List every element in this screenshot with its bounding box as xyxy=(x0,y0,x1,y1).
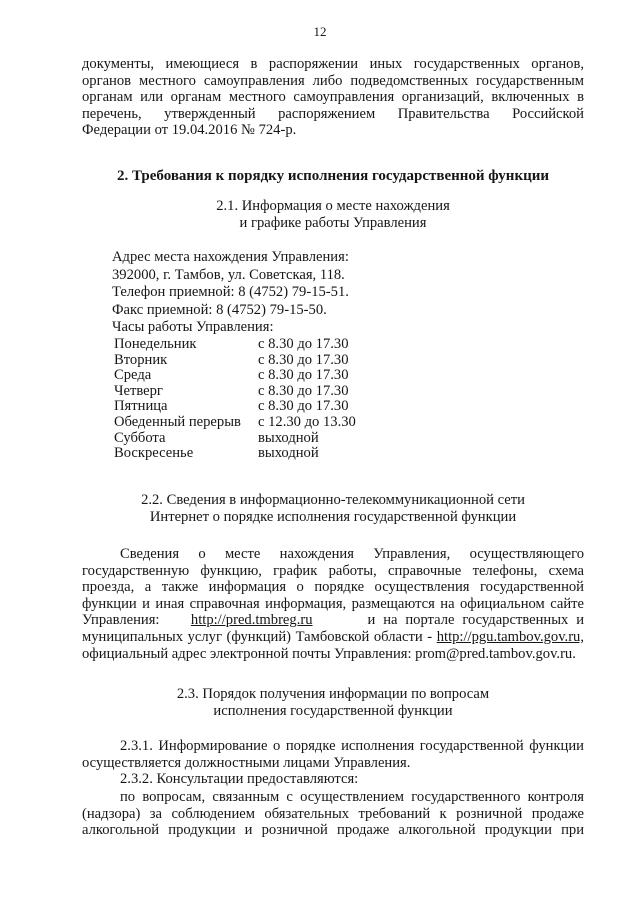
section-2-2-paragraph xyxy=(82,546,584,662)
heading-line: и графике работы Управления xyxy=(239,215,427,231)
text-line: документы, имеющиеся в распоряжении иных государственных органов, xyxy=(82,56,584,72)
schedule-row xyxy=(114,384,356,400)
page-number: 12 xyxy=(313,24,327,39)
fax-line: Факс приемной: 8 (4752) 79-15-50. xyxy=(112,301,327,318)
schedule-hours: с 12.30 до 13.30 xyxy=(258,413,356,430)
email-line: официальный адрес электронной почты Управления: prom@pred.tambov.gov.ru. xyxy=(82,645,576,662)
text-line: Сведения о месте нахождения Управления, осуществляющего xyxy=(120,546,584,562)
schedule-day: Обеденный перерыв xyxy=(114,413,241,430)
phone-line: Телефон приемной: 8 (4752) 79-15-51. xyxy=(112,284,349,301)
heading-line: 2.2. Сведения в информационно-телекоммуникационной сети xyxy=(141,492,525,508)
schedule-row xyxy=(114,337,356,353)
work-schedule xyxy=(114,337,356,462)
text-line: органам или органам местного самоуправления организаций, включенных в xyxy=(82,89,584,106)
schedule-day: Понедельник xyxy=(114,336,197,352)
schedule-row xyxy=(114,353,356,369)
schedule-row xyxy=(114,431,356,447)
schedule-hours: с 8.30 до 17.30 xyxy=(258,367,349,384)
text-line: государственную функцию, график работы, справочные телефоны, схема xyxy=(82,562,584,579)
text-line: органов местного самоуправления либо подведомственных государственным xyxy=(82,72,584,89)
schedule-day: Пятница xyxy=(114,398,168,415)
text-line xyxy=(82,612,584,629)
schedule-day: Вторник xyxy=(114,351,168,368)
text-line: по вопросам, связанным с осуществлением государственного контроля xyxy=(120,789,584,805)
text-fragment: и на портале государственных и xyxy=(367,612,585,629)
address-line: 392000, г. Тамбов, ул. Советская, 118. xyxy=(112,266,345,283)
schedule-row xyxy=(114,368,356,384)
text-line: проезда, а также информация о порядке осуществления государственной xyxy=(82,579,584,596)
schedule-day: Среда xyxy=(114,367,152,384)
schedule-day: Воскресенье xyxy=(114,445,194,462)
schedule-day: Четверг xyxy=(114,382,163,399)
section-2-1-title xyxy=(82,198,584,232)
schedule-hours: с 8.30 до 17.30 xyxy=(258,398,349,415)
text-fragment: муниципальных услуг (функций) Тамбовской области - xyxy=(82,628,433,645)
section-2-2-title xyxy=(82,492,584,526)
text-line: Федерации от 19.04.2016 № 724-р. xyxy=(82,122,297,139)
text-line: (надзора) за соблюдением обязательных требований к розничной продаже xyxy=(82,805,584,822)
heading-line: 2.1. Информация о месте нахождения xyxy=(216,198,450,214)
schedule-hours: с 8.30 до 17.30 xyxy=(258,351,349,368)
section-2-title: 2. Требования к порядку исполнения государственной функции xyxy=(116,168,550,184)
text-fragment: Управления: xyxy=(82,612,160,629)
schedule-hours: с 8.30 до 17.30 xyxy=(258,382,349,399)
section-2-3-title xyxy=(82,686,584,720)
text-line: перечень, утвержденный распоряжением Правительства Российской xyxy=(82,105,584,122)
schedule-row xyxy=(114,446,356,462)
schedule-hours: выходной xyxy=(258,429,319,446)
text-line: функции и иная справочная информация, размещаются на официальном сайте xyxy=(82,595,584,612)
section-2-3-1-paragraph xyxy=(82,738,584,788)
address-block xyxy=(112,249,572,337)
hours-label: Часы работы Управления: xyxy=(112,319,274,336)
schedule-hours: выходной xyxy=(258,445,319,462)
schedule-day: Суббота xyxy=(114,429,166,446)
portal-link[interactable]: http://pgu.tambov.gov.ru, xyxy=(436,628,584,645)
text-line: алкогольной продукции и розничной продаже алкогольной продукции при xyxy=(82,822,584,839)
heading-line: Интернет о порядке исполнения государственной функции xyxy=(149,509,517,525)
schedule-row xyxy=(114,399,356,415)
schedule-row xyxy=(114,415,356,431)
text-line: осуществляется должностными лицами Управления. xyxy=(82,754,411,771)
intro-paragraph xyxy=(82,56,584,139)
text-line xyxy=(82,629,584,646)
site-link[interactable]: http://pred.tmbreg.ru xyxy=(190,612,313,629)
heading-line: 2.3. Порядок получения информации по вопросам xyxy=(176,686,490,702)
section-2-3-2-paragraph xyxy=(82,789,584,839)
heading-line: исполнения государственной функции xyxy=(213,703,453,719)
text-line: 2.3.2. Консультации предоставляются: xyxy=(120,771,359,788)
schedule-hours: с 8.30 до 17.30 xyxy=(258,336,349,352)
address-line: Адрес места нахождения Управления: xyxy=(112,249,349,265)
text-line: 2.3.1. Информирование о порядке исполнения государственной функции xyxy=(120,738,584,754)
